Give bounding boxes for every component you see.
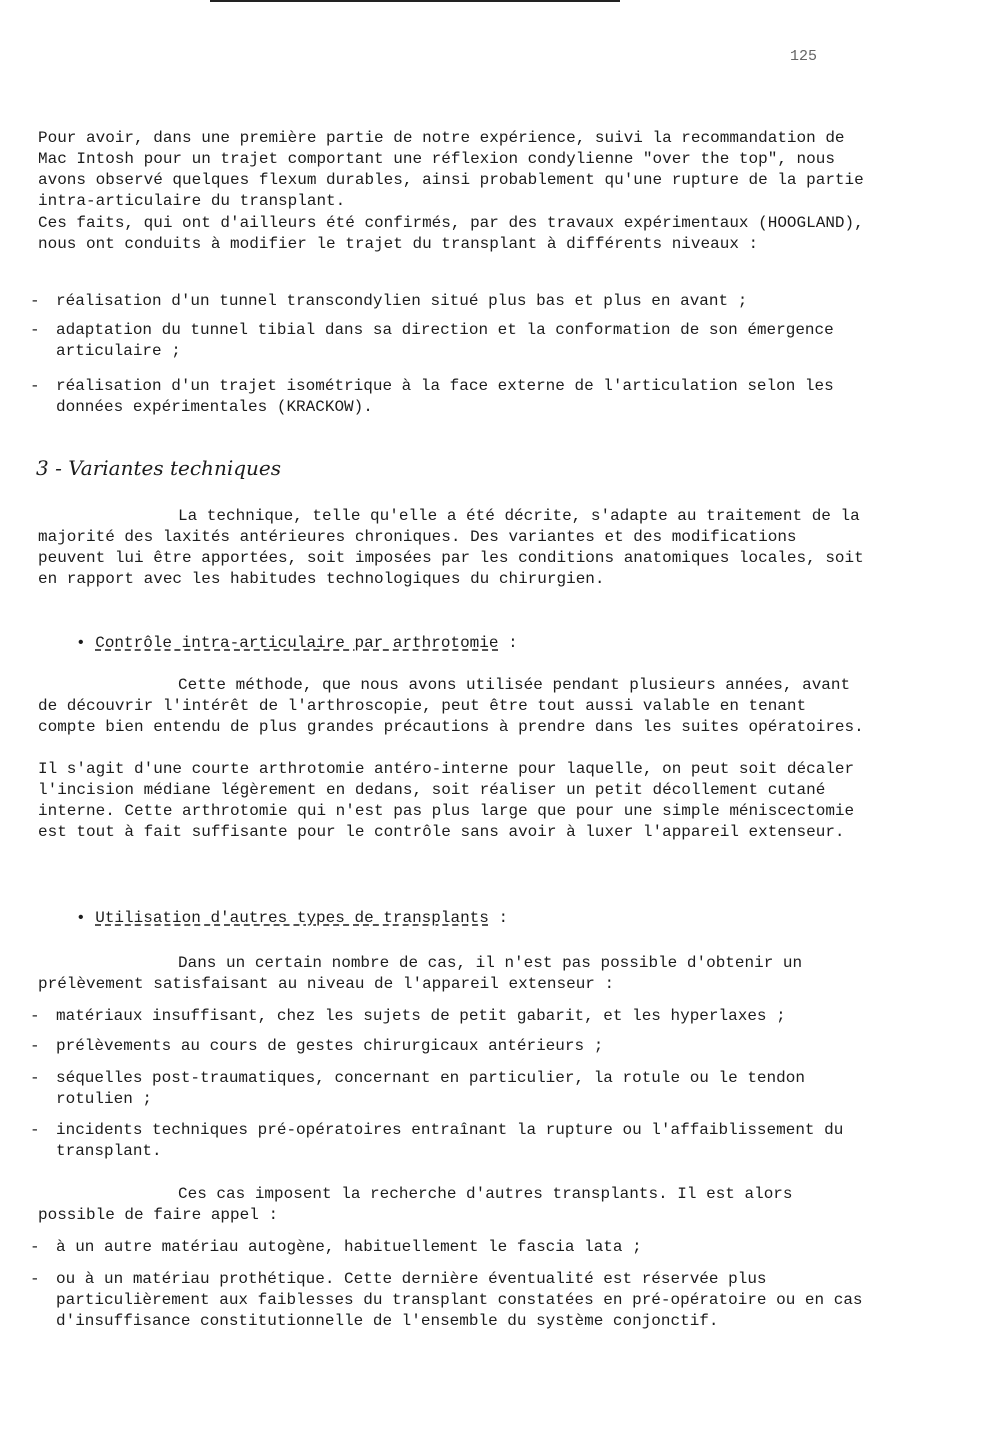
list-item: - à un autre matériau autogène, habituellement le fascia lata ;	[30, 1238, 642, 1256]
list-item: - prélèvements au cours de gestes chirurgicaux antérieurs ;	[30, 1037, 604, 1055]
list-item: - adaptation du tunnel tibial dans sa direction et la conformation de son émergence articulaire ;	[30, 321, 844, 360]
subsection-paragraph-2: Il s'agit d'une courte arthrotomie antéro-interne pour laquelle, on peut soit décaler l'incision médiane légèrement en dedans, soit réaliser un petit décollement cutané interne. Cette arthrotomie qui n'est pas plus large que pour une simple méniscectomie est tout à fait suffisante pour le contrôle sans avoir à luxer l'appareil extenseur.	[38, 760, 864, 841]
subsection-heading: • Utilisation d'autres types de transplants :	[76, 909, 509, 927]
list-item: - ou à un matériau prothétique. Cette dernière éventualité est réservée plus particulièrement aux faiblesses du transplant constatées en pré-opératoire ou en cas d'insuffisance constitutionnelle de l'ensemble du système conjonctif.	[30, 1270, 873, 1330]
intro-paragraph-1: Pour avoir, dans une première partie de notre expérience, suivi la recommandation de Mac Intosh pour un trajet comportant une réflexion condylienne "over the top", nous avons observé quelques flexum durables, ainsi probablement qu'une rupture de la partie intra-articulaire du transplant.	[38, 129, 874, 210]
list-item: - incidents techniques pré-opératoires entraînant la rupture ou l'affaiblissement du transplant.	[30, 1121, 853, 1160]
subsection-paragraph-1: Cette méthode, que nous avons utilisée pendant plusieurs années, avant de découvrir l'intérêt de l'arthroscopie, peut être tout aussi valable en tenant compte bien entendu de plus grandes précautions à prendre dans les suites opératoires.	[38, 676, 864, 736]
section-paragraph: La technique, telle qu'elle a été décrite, s'adapte au traitement de la majorité des laxités antérieures chroniques. Des variantes et des modifications peuvent lui être apportées, soit imposées par les conditions anatomiques locales, soit en rapport avec les habitudes technologiques du chirurgien.	[38, 507, 874, 588]
intro-paragraph-2: Ces faits, qui ont d'ailleurs été confirmés, par des travaux expérimentaux (HOOGLAND), nous ont conduits à modifier le trajet du transplant à différents niveaux :	[38, 214, 874, 253]
list-item: - séquelles post-traumatiques, concernant en particulier, la rotule ou le tendon rotulien ;	[30, 1069, 815, 1108]
list-item: - réalisation d'un tunnel transcondylien situé plus bas et plus en avant ;	[30, 292, 748, 310]
subsection-heading: • Contrôle intra-articulaire par arthrotomie :	[76, 634, 518, 652]
subsection-title: Contrôle intra-articulaire par arthrotomie	[95, 634, 499, 652]
list-item: - réalisation d'un trajet isométrique à la face externe de l'articulation selon les données expérimentales (KRACKOW).	[30, 377, 844, 416]
subsection-paragraph-1: Dans un certain nombre de cas, il n'est pas possible d'obtenir un prélèvement satisfaisant au niveau de l'appareil extenseur :	[38, 954, 812, 993]
page-number: 125	[790, 48, 818, 65]
section-heading: 3 - Variantes techniques	[36, 456, 281, 480]
top-rule	[210, 0, 620, 2]
list-item: - matériaux insuffisant, chez les sujets de petit gabarit, et les hyperlaxes ;	[30, 1007, 786, 1025]
subsection-paragraph-2: Ces cas imposent la recherche d'autres transplants. Il est alors possible de faire appel :	[38, 1185, 803, 1224]
subsection-title: Utilisation d'autres types de transplants	[95, 909, 489, 927]
